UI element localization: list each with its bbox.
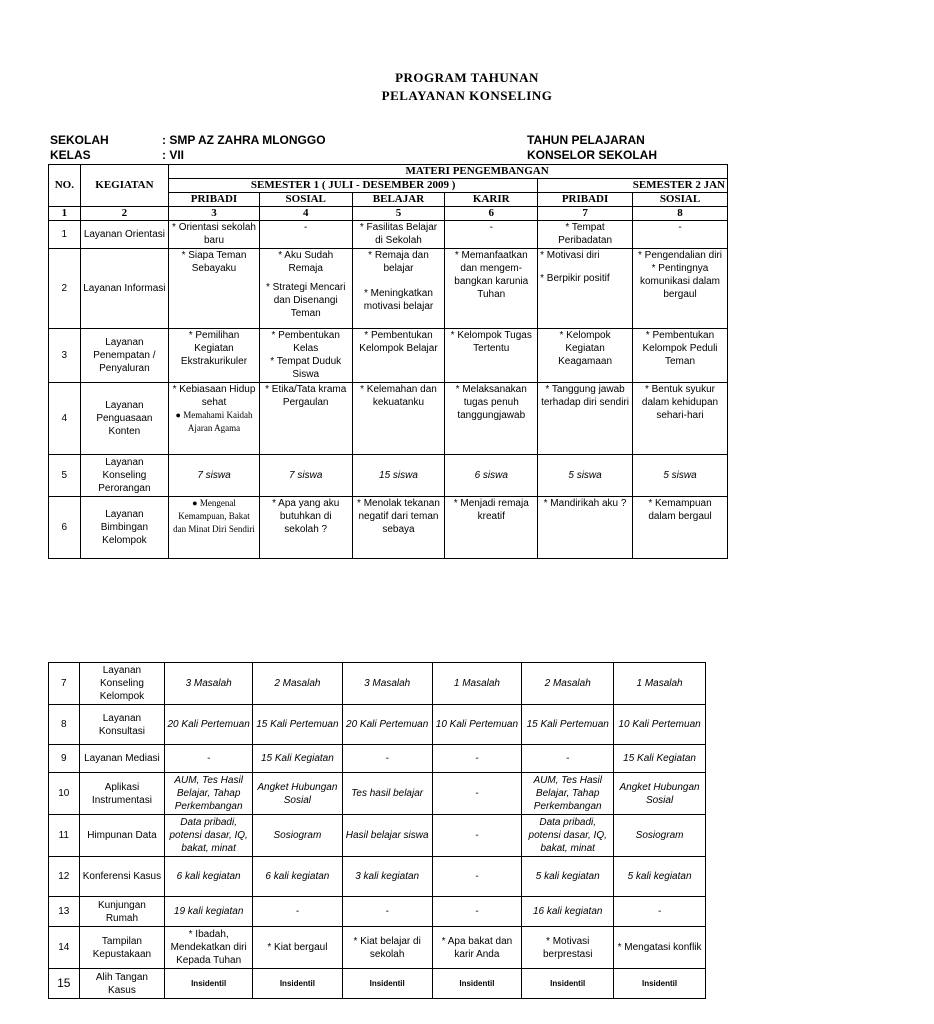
row-number: 5 bbox=[49, 455, 81, 497]
table-cell: * Etika/Tata krama Pergaulan bbox=[259, 383, 352, 455]
table-cell: 15 Kali Kegiatan bbox=[614, 745, 706, 773]
table-cell: 5 kali kegiatan bbox=[614, 857, 706, 897]
table-row bbox=[49, 221, 728, 249]
bullet-icon: ● bbox=[192, 498, 200, 508]
col-header-sosial-2: SOSIAL bbox=[633, 193, 728, 207]
materi-pengembangan-header: MATERI PENGEMBANGAN bbox=[169, 165, 728, 179]
row-kegiatan: Layanan Mediasi bbox=[79, 745, 165, 773]
row-number: 8 bbox=[49, 705, 80, 745]
table-cell: 1 Masalah bbox=[614, 663, 706, 705]
table-cell: 15 Kali Pertemuan bbox=[253, 705, 343, 745]
tahun-pelajaran-label: TAHUN PELAJARAN bbox=[527, 133, 645, 147]
table-cell: * Pengendalian diri * Pentingnya komunikasi dalam bergaul bbox=[633, 249, 728, 329]
table-cell: * Kebiasaan Hidup sehat ● Memahami Kaidah Ajaran Agama bbox=[169, 383, 260, 455]
table-cell: * Kemampuan dalam bergaul bbox=[633, 497, 728, 559]
row-kegiatan: Kunjungan Rumah bbox=[79, 897, 165, 927]
program-table-part1 bbox=[48, 164, 728, 559]
table-cell: 3 kali kegiatan bbox=[342, 857, 432, 897]
table-cell: * Pembentukan Kelas * Tempat Duduk Siswa bbox=[259, 329, 352, 383]
table-cell: * Tempat Peribadatan bbox=[538, 221, 633, 249]
kelas-label: KELAS bbox=[50, 148, 91, 162]
table-cell: - bbox=[165, 745, 253, 773]
table-cell: - bbox=[432, 897, 522, 927]
table-cell: * Aku Sudah Remaja * Strategi Mencari dan Disenangi Teman bbox=[259, 249, 352, 329]
table-cell: Insidentil bbox=[522, 969, 614, 999]
table-row bbox=[49, 663, 706, 705]
table-cell: * Kiat belajar di sekolah bbox=[342, 927, 432, 969]
col-header-kegiatan: KEGIATAN bbox=[80, 165, 169, 207]
table-row bbox=[49, 383, 728, 455]
table-cell: 5 siswa bbox=[633, 455, 728, 497]
table-cell: * Menjadi remaja kreatif bbox=[445, 497, 538, 559]
col-number: 4 bbox=[259, 207, 352, 221]
table-cell: - bbox=[432, 857, 522, 897]
document-subtitle: PELAYANAN KONSELING bbox=[381, 88, 553, 103]
row-number: 15 bbox=[49, 969, 80, 999]
table-cell: Tes hasil belajar bbox=[342, 773, 432, 815]
table-cell: 5 kali kegiatan bbox=[522, 857, 614, 897]
table-cell: * Kelompok Tugas Tertentu bbox=[445, 329, 538, 383]
row-number: 11 bbox=[49, 815, 80, 857]
col-header-no: NO. bbox=[49, 165, 81, 207]
sekolah-value: : SMP AZ ZAHRA MLONGGO bbox=[162, 133, 326, 147]
table-cell: * Remaja dan belajar * Meningkatkan motivasi belajar bbox=[352, 249, 445, 329]
table-cell: AUM, Tes Hasil Belajar, Tahap Perkembangan bbox=[165, 773, 253, 815]
table-cell: Data pribadi, potensi dasar, IQ, bakat, minat bbox=[522, 815, 614, 857]
table-cell: * Siapa Teman Sebayaku bbox=[169, 249, 260, 329]
table-cell: Insidentil bbox=[165, 969, 253, 999]
table-cell: - bbox=[445, 221, 538, 249]
table-cell: AUM, Tes Hasil Belajar, Tahap Perkembangan bbox=[522, 773, 614, 815]
row-number: 14 bbox=[49, 927, 80, 969]
table-cell: 20 Kali Pertemuan bbox=[165, 705, 253, 745]
table-cell: Insidentil bbox=[253, 969, 343, 999]
row-number: 3 bbox=[49, 329, 81, 383]
table-cell: * Kelemahan dan kekuatanku bbox=[352, 383, 445, 455]
table-row bbox=[49, 927, 706, 969]
table-cell: 7 siswa bbox=[259, 455, 352, 497]
col-number: 3 bbox=[169, 207, 260, 221]
table-cell: - bbox=[342, 745, 432, 773]
program-table-part2 bbox=[48, 662, 706, 999]
table-cell: Angket Hubungan Sosial bbox=[253, 773, 343, 815]
row-number: 1 bbox=[49, 221, 81, 249]
col-number: 2 bbox=[80, 207, 169, 221]
table-cell: - bbox=[432, 773, 522, 815]
table-cell: * Motivasi berprestasi bbox=[522, 927, 614, 969]
table-cell: 15 Kali Pertemuan bbox=[522, 705, 614, 745]
table-cell: - bbox=[432, 815, 522, 857]
row-kegiatan: Layanan Konseling Perorangan bbox=[80, 455, 169, 497]
col-number: 7 bbox=[538, 207, 633, 221]
table-cell: 16 kali kegiatan bbox=[522, 897, 614, 927]
table-cell: - bbox=[432, 745, 522, 773]
table-cell: Insidentil bbox=[432, 969, 522, 999]
table-cell: * Kelompok Kegiatan Keagamaan bbox=[538, 329, 633, 383]
col-number: 8 bbox=[633, 207, 728, 221]
table-row bbox=[49, 815, 706, 857]
table-cell: Insidentil bbox=[614, 969, 706, 999]
row-kegiatan: Layanan Penempatan / Penyaluran bbox=[80, 329, 169, 383]
table-cell: 19 kali kegiatan bbox=[165, 897, 253, 927]
col-number: 6 bbox=[445, 207, 538, 221]
row-kegiatan: Layanan Konsultasi bbox=[79, 705, 165, 745]
row-kegiatan: Layanan Bimbingan Kelompok bbox=[80, 497, 169, 559]
table-cell: 6 kali kegiatan bbox=[253, 857, 343, 897]
row-number: 13 bbox=[49, 897, 80, 927]
table-cell: Data pribadi, potensi dasar, IQ, bakat, minat bbox=[165, 815, 253, 857]
table-cell: 10 Kali Pertemuan bbox=[614, 705, 706, 745]
table-cell: * Orientasi sekolah baru bbox=[169, 221, 260, 249]
row-kegiatan: Layanan Penguasaan Konten bbox=[80, 383, 169, 455]
table-cell: 6 kali kegiatan bbox=[165, 857, 253, 897]
table-cell: * Apa bakat dan karir Anda bbox=[432, 927, 522, 969]
row-number: 2 bbox=[49, 249, 81, 329]
table-cell: 3 Masalah bbox=[342, 663, 432, 705]
kelas-value: : VII bbox=[162, 148, 185, 162]
table-cell: 2 Masalah bbox=[522, 663, 614, 705]
table-cell: 15 Kali Kegiatan bbox=[253, 745, 343, 773]
col-number: 1 bbox=[49, 207, 81, 221]
table-cell: * Bentuk syukur dalam kehidupan sehari-hari bbox=[633, 383, 728, 455]
table-cell: 2 Masalah bbox=[253, 663, 343, 705]
sekolah-label: SEKOLAH bbox=[50, 133, 109, 147]
table-cell: * Memanfaatkan dan mengem-bangkan karunia Tuhan bbox=[445, 249, 538, 329]
row-kegiatan: Layanan Informasi bbox=[80, 249, 169, 329]
table-cell: * Menolak tekanan negatif dari teman sebaya bbox=[352, 497, 445, 559]
table-row bbox=[49, 745, 706, 773]
table-cell: * Motivasi diri * Berpikir positif bbox=[538, 249, 633, 329]
row-kegiatan: Layanan Orientasi bbox=[80, 221, 169, 249]
table-cell: - bbox=[522, 745, 614, 773]
row-number: 6 bbox=[49, 497, 81, 559]
table-row bbox=[49, 857, 706, 897]
row-kegiatan: Konferensi Kasus bbox=[79, 857, 165, 897]
table-cell: 3 Masalah bbox=[165, 663, 253, 705]
table-row bbox=[49, 773, 706, 815]
document-title: PROGRAM TAHUNAN bbox=[395, 70, 539, 85]
table-cell: * Mengatasi konflik bbox=[614, 927, 706, 969]
konselor-sekolah-label: KONSELOR SEKOLAH bbox=[527, 148, 658, 162]
row-kegiatan: Aplikasi Instrumentasi bbox=[79, 773, 165, 815]
semester2-header: SEMESTER 2 JAN bbox=[538, 179, 728, 193]
col-header-belajar: BELAJAR bbox=[352, 193, 445, 207]
table-cell: 5 siswa bbox=[538, 455, 633, 497]
col-header-pribadi-2: PRIBADI bbox=[538, 193, 633, 207]
table-cell: * Mandirikah aku ? bbox=[538, 497, 633, 559]
table-cell: - bbox=[342, 897, 432, 927]
table-row bbox=[49, 497, 728, 559]
table-row bbox=[49, 329, 728, 383]
table-cell: Insidentil bbox=[342, 969, 432, 999]
table-cell: 20 Kali Pertemuan bbox=[342, 705, 432, 745]
table-row bbox=[49, 455, 728, 497]
table-cell: Angket Hubungan Sosial bbox=[614, 773, 706, 815]
table-cell: - bbox=[259, 221, 352, 249]
col-header-karir: KARIR bbox=[445, 193, 538, 207]
table-cell: 1 Masalah bbox=[432, 663, 522, 705]
table-cell: * Ibadah, Mendekatkan diri Kepada Tuhan bbox=[165, 927, 253, 969]
col-header-pribadi: PRIBADI bbox=[169, 193, 260, 207]
table-cell: - bbox=[614, 897, 706, 927]
table-cell: Sosiogram bbox=[253, 815, 343, 857]
row-number: 10 bbox=[49, 773, 80, 815]
table-cell: * Pembentukan Kelompok Belajar bbox=[352, 329, 445, 383]
row-kegiatan: Himpunan Data bbox=[79, 815, 165, 857]
col-header-sosial: SOSIAL bbox=[259, 193, 352, 207]
bullet-icon: ● bbox=[175, 410, 184, 420]
table-cell: * Kiat bergaul bbox=[253, 927, 343, 969]
row-number: 4 bbox=[49, 383, 81, 455]
table-row bbox=[49, 969, 706, 999]
table-cell: * Melaksanakan tugas penuh tanggungjawab bbox=[445, 383, 538, 455]
table-cell: * Pembentukan Kelompok Peduli Teman bbox=[633, 329, 728, 383]
table-cell: 15 siswa bbox=[352, 455, 445, 497]
row-kegiatan: Tampilan Kepustakaan bbox=[79, 927, 165, 969]
table-cell: * Apa yang aku butuhkan di sekolah ? bbox=[259, 497, 352, 559]
table-row bbox=[49, 705, 706, 745]
col-number: 5 bbox=[352, 207, 445, 221]
row-number: 7 bbox=[49, 663, 80, 705]
row-kegiatan: Alih Tangan Kasus bbox=[79, 969, 165, 999]
row-kegiatan: Layanan Konseling Kelompok bbox=[79, 663, 165, 705]
table-cell: * Fasilitas Belajar di Sekolah bbox=[352, 221, 445, 249]
table-cell: * Tanggung jawab terhadap diri sendiri bbox=[538, 383, 633, 455]
table-row bbox=[49, 249, 728, 329]
table-cell: Hasil belajar siswa bbox=[342, 815, 432, 857]
row-number: 12 bbox=[49, 857, 80, 897]
table-cell: 7 siswa bbox=[169, 455, 260, 497]
table-row bbox=[49, 897, 706, 927]
row-number: 9 bbox=[49, 745, 80, 773]
table-cell: - bbox=[633, 221, 728, 249]
semester1-header: SEMESTER 1 ( JULI - DESEMBER 2009 ) bbox=[169, 179, 538, 193]
table-cell: ● Mengenal Kemampuan, Bakat dan Minat Diri Sendiri bbox=[169, 497, 260, 559]
table-cell: * Pemilihan Kegiatan Ekstrakurikuler bbox=[169, 329, 260, 383]
table-cell: 10 Kali Pertemuan bbox=[432, 705, 522, 745]
table-cell: Sosiogram bbox=[614, 815, 706, 857]
table-cell: - bbox=[253, 897, 343, 927]
table-cell: 6 siswa bbox=[445, 455, 538, 497]
